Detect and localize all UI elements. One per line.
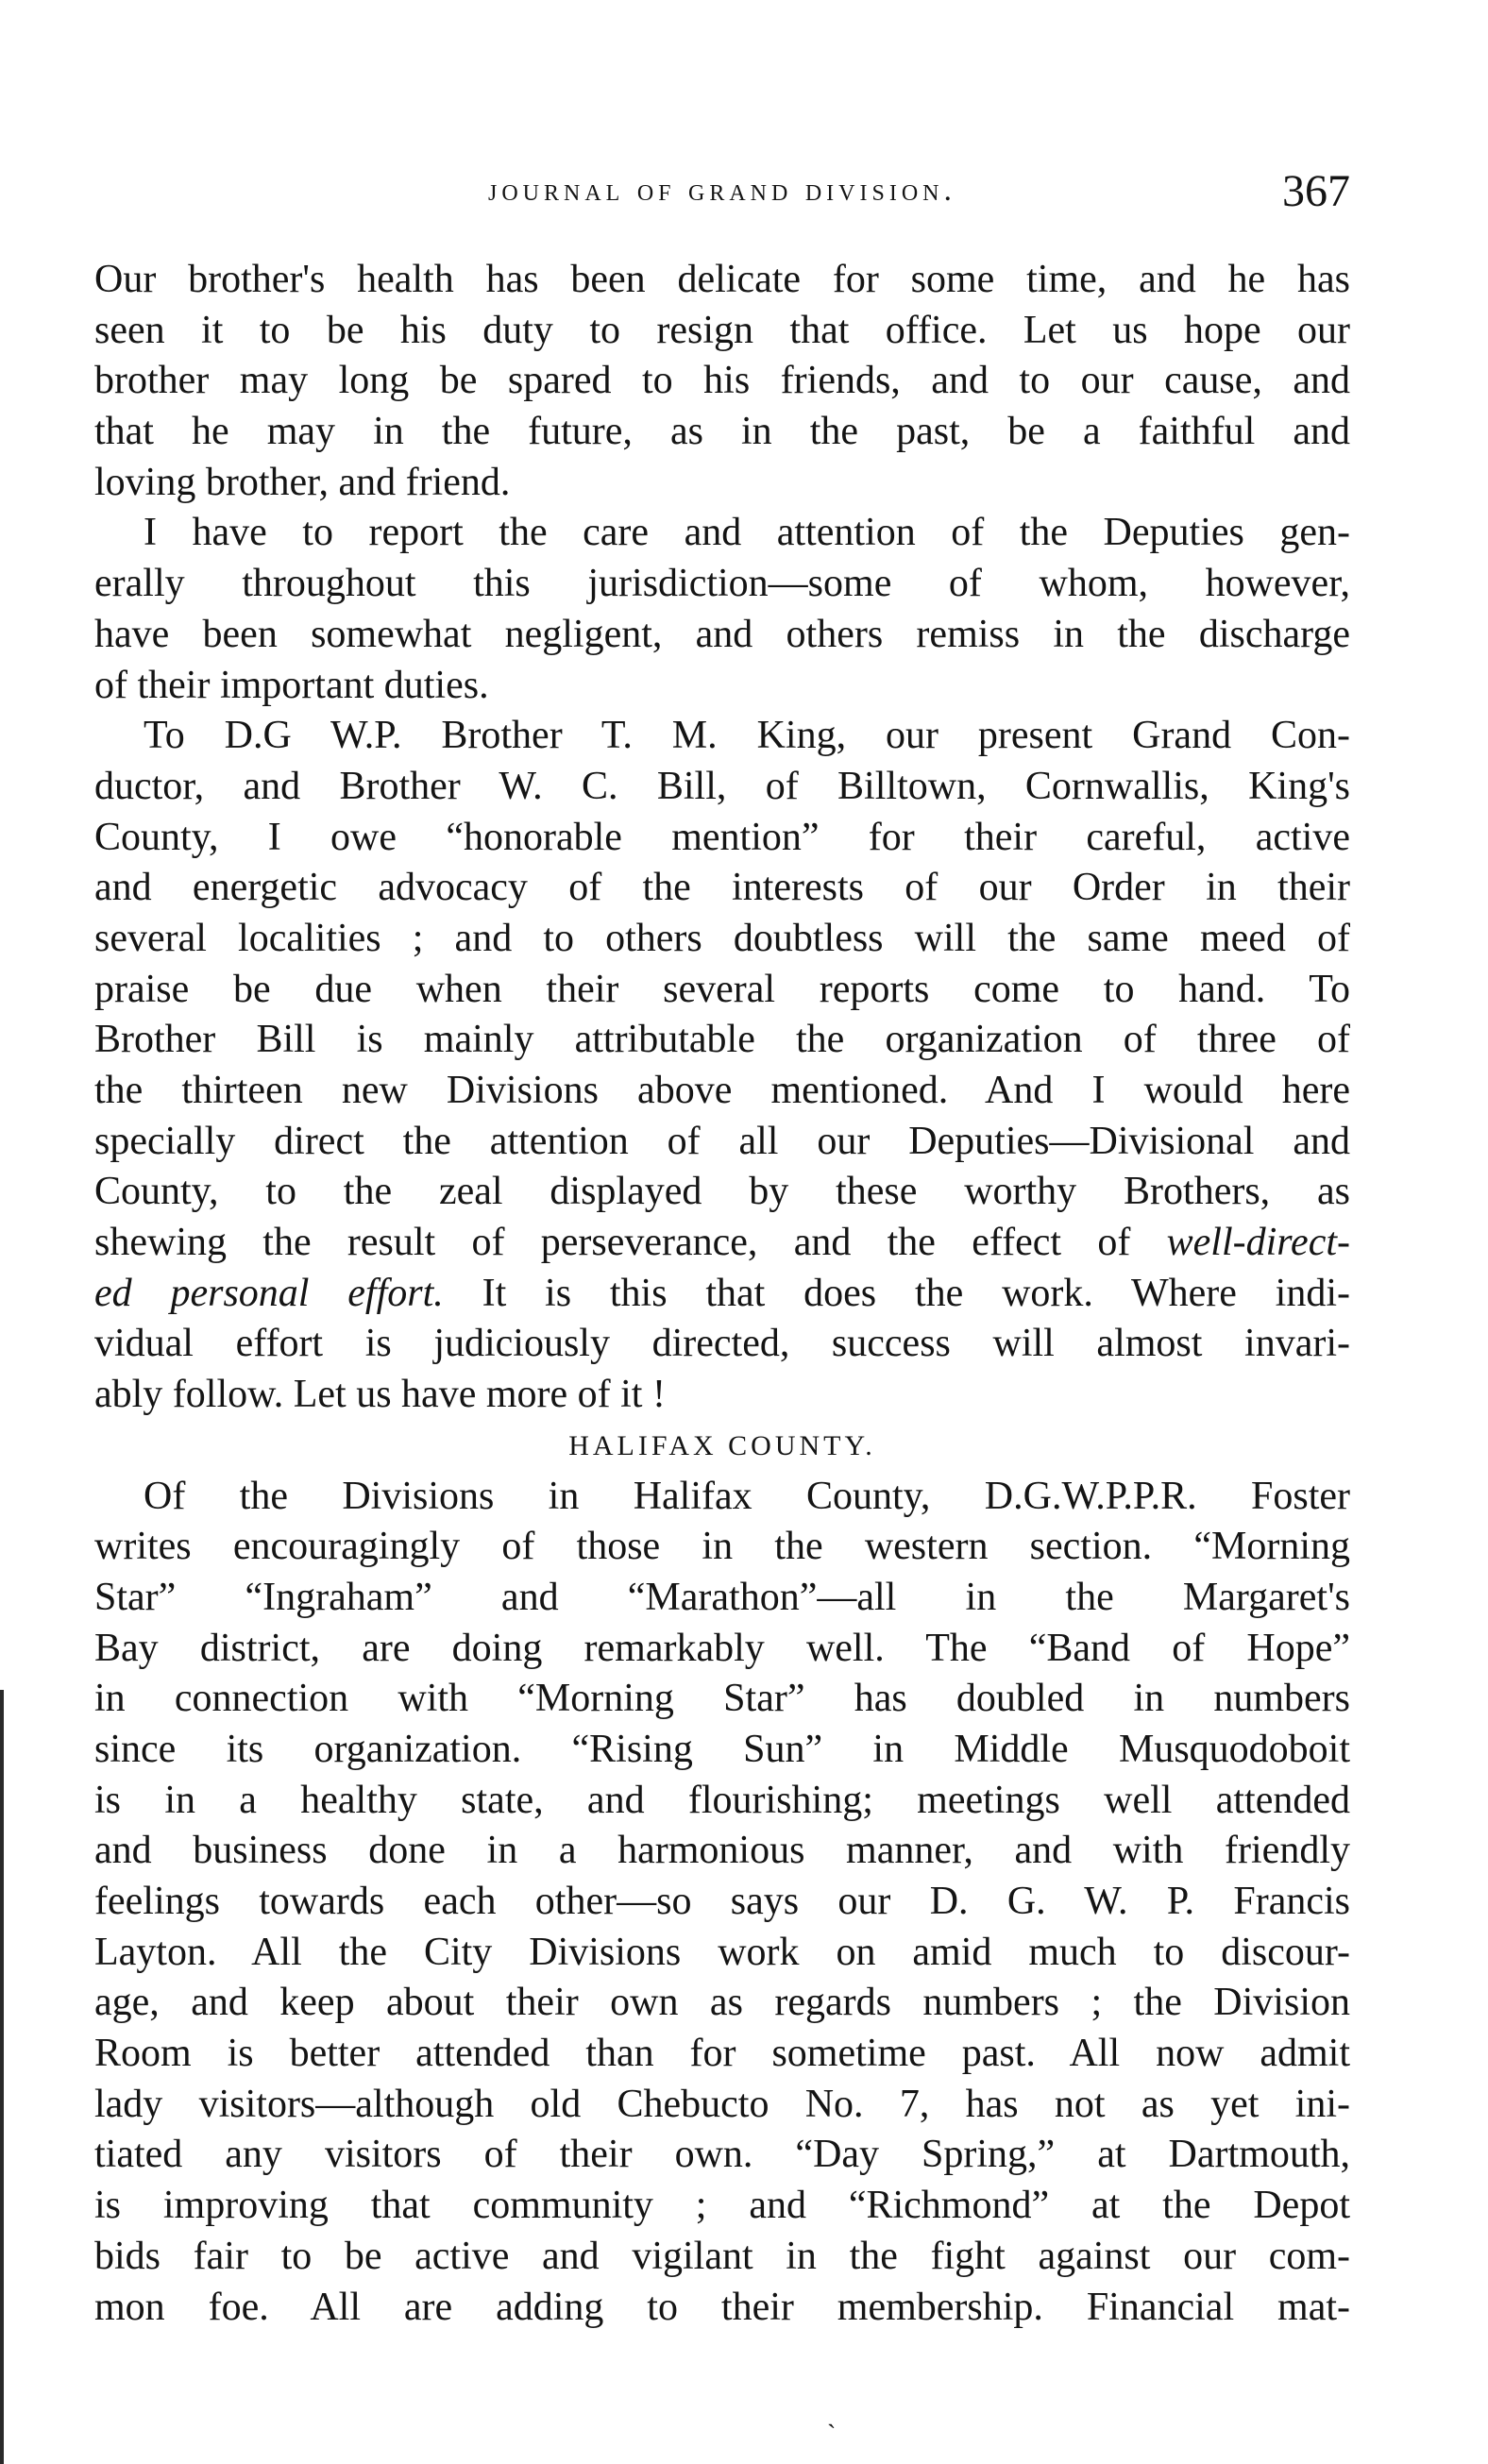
text-line: is in a healthy state, and flourishing; meetings well attended bbox=[94, 1778, 1350, 1822]
text-line: in connection with “Morning Star” has doubled in numbers bbox=[94, 1677, 1350, 1721]
text-line: lady visitors—although old Chebucto No. 7, has not as yet ini- bbox=[94, 2082, 1350, 2126]
text-line: since its organization. “Rising Sun” in Middle Musquodoboit bbox=[94, 1727, 1350, 1771]
text-line: bids fair to be active and vigilant in the fight against our com- bbox=[94, 2234, 1350, 2278]
text-line: seen it to be his duty to resign that office. Let us hope our bbox=[94, 308, 1350, 352]
text-line: that he may in the future, as in the past, be a faithful and bbox=[94, 410, 1350, 454]
text-line: Of the Divisions in Halifax County, D.G.W.P.P.R. Foster bbox=[144, 1474, 1350, 1518]
text-line: erally throughout this jurisdiction—some of whom, however, bbox=[94, 562, 1350, 606]
text-line: Our brother's health has been delicate for some time, and he has bbox=[94, 258, 1350, 301]
text-line: feelings towards each other—so says our D. G. W. P. Francis bbox=[94, 1880, 1350, 1923]
text-line: of their important duties. bbox=[94, 663, 489, 707]
page-number: 367 bbox=[1282, 166, 1350, 216]
stray-print-mark: ˎ bbox=[827, 2400, 837, 2429]
text-line: mon foe. All are adding to their membership. Financial mat- bbox=[94, 2285, 1350, 2329]
text-line bbox=[94, 1269, 1350, 1320]
text-line: brother may long be spared to his friends, and to our cause, and bbox=[94, 359, 1350, 403]
text-line: ductor, and Brother W. C. Bill, of Billtown, Cornwallis, King's bbox=[94, 764, 1350, 808]
text-line: County, I owe “honorable mention” for their careful, active bbox=[94, 815, 1350, 859]
text-line: Bay district, are doing remarkably well. The “Band of Hope” bbox=[94, 1626, 1350, 1670]
text-segment: shewing the result of perseverance, and the effect of bbox=[94, 1221, 1167, 1265]
text-line: Room is better attended than for sometime past. All now admit bbox=[94, 2032, 1350, 2076]
text-line: and energetic advocacy of the interests of our Order in their bbox=[94, 866, 1350, 910]
text-line: Star” “Ingraham” and “Marathon”—all in the Margaret's bbox=[94, 1575, 1350, 1619]
text-line: writes encouragingly of those in the western section. “Morning bbox=[94, 1525, 1350, 1569]
text-line: specially direct the attention of all our Deputies—Divisional and bbox=[94, 1119, 1350, 1163]
page-edge-rule bbox=[0, 1690, 4, 2464]
text-line: is improving that community ; and “Richmond” at the Depot bbox=[94, 2184, 1350, 2228]
text-line: the thirteen new Divisions above mentioned. And I would here bbox=[94, 1069, 1350, 1112]
text-line: vidual effort is judiciously directed, success will almost invari- bbox=[94, 1322, 1350, 1366]
page-body bbox=[94, 255, 1350, 2333]
text-line: loving brother, and friend. bbox=[94, 460, 511, 504]
text-line: ably follow. Let us have more of it ! bbox=[94, 1373, 666, 1417]
text-line: tiated any visitors of their own. “Day Spring,” at Dartmouth, bbox=[94, 2133, 1350, 2177]
text-line: age, and keep about their own as regards numbers ; the Division bbox=[94, 1981, 1350, 2025]
italic-phrase: ed personal effort. bbox=[94, 1271, 444, 1315]
text-line bbox=[94, 1218, 1350, 1269]
text-line: several localities ; and to others doubtless will the same meed of bbox=[94, 916, 1350, 960]
running-title: journal of grand division. bbox=[487, 173, 956, 208]
italic-phrase: well-direct- bbox=[1166, 1221, 1350, 1265]
text-line: and business done in a harmonious manner, and with friendly bbox=[94, 1829, 1350, 1873]
text-line: County, to the zeal displayed by these worthy Brothers, as bbox=[94, 1170, 1350, 1214]
section-heading: HALIFAX COUNTY. bbox=[568, 1429, 876, 1461]
text-line: praise be due when their several reports come to hand. To bbox=[94, 967, 1350, 1011]
text-line: Brother Bill is mainly attributable the organization of three of bbox=[94, 1018, 1350, 1062]
text-line: Layton. All the City Divisions work on amid much to discour- bbox=[94, 1930, 1350, 1974]
text-line: To D.G W.P. Brother T. M. King, our present Grand Con- bbox=[144, 714, 1350, 758]
text-line: have been somewhat negligent, and others remiss in the discharge bbox=[94, 612, 1350, 656]
text-line: I have to report the care and attention of the Deputies gen- bbox=[144, 511, 1350, 555]
text-segment: It is this that does the work. Where indi- bbox=[443, 1271, 1350, 1315]
page-header bbox=[94, 165, 1350, 222]
